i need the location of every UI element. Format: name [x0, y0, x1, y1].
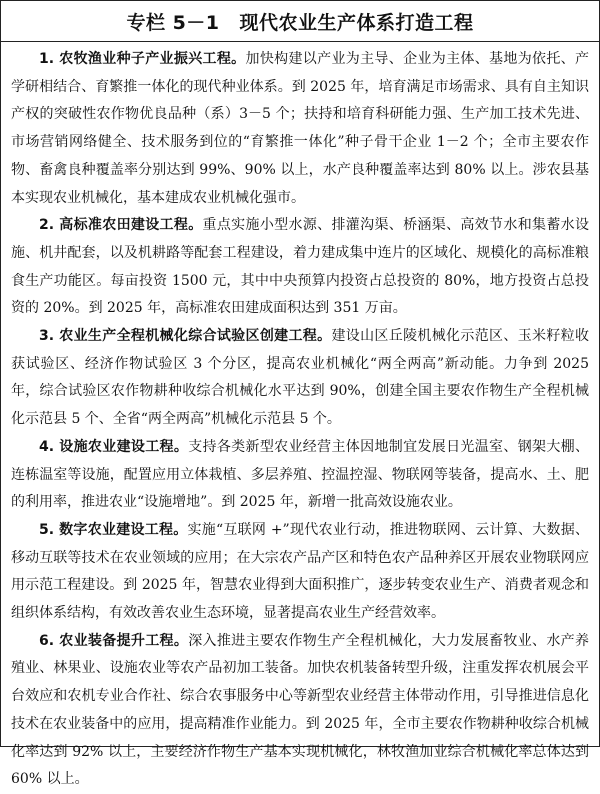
item-heading: 4. 设施农业建设工程。 — [39, 438, 189, 455]
item-digital-agriculture — [11, 517, 589, 628]
item-text: 重点实施小型水源、排灌沟渠、桥涵渠、高效节水和集蓄水设施、机井配套，以及机耕路等配套工程建设，着力建成集中连片的区域化、规模化的高标准粮食生产功能区。每亩投资 1500 元，其中中央预算内投资占总投资的 80%，地方投资占总投资的 20%。到 2025 年，高标准农田建成面积达到 351 万亩。 — [11, 217, 590, 317]
item-equipment-upgrade — [11, 628, 589, 794]
item-text: 支持各类新型农业经营主体因地制宜发展日光温室、钢架大棚、连栋温室等设施，配置应用立体栽植、多层养殖、控温控湿、物联网等装备，提高水、土、肥的利用率，推进农业“设施增地”。到 2025 年，新增一批高效设施农业。 — [11, 438, 590, 511]
item-text: 加快构建以产业为主导、企业为主体、基地为依托、产学研相结合、育繁推一体化的现代种业体系。到 2025 年，培育满足市场需求、具有自主知识产权的突破性农作物优良品种（系）3－5 个；扶持和培育科研能力强、生产加工技术先进、市场营销网络健全、技术服务到位的“育繁推一体化”种子骨干企业 1－2 个；全市主要农作物、畜禽良种覆盖率分别达到 99%、90% 以上，水产良种覆盖率达到 80% 以上。涉农县基本实现农业机械化，基本建成农业机械化强市。 — [11, 51, 589, 206]
box-title: 现代农业生产体系打造工程 — [239, 11, 474, 34]
item-mechanization-zone — [11, 323, 589, 434]
item-text: 建设山区丘陵机械化示范区、玉米籽粒收获试验区、经济作物试验区 3 个分区，提高农业机械化“两全两高”新动能。力争到 2025 年，综合试验区农作物耕种收综合机械化水平达到 90%，创建全国主要农作物生产全程机械化示范县 5 个、全省“两全两高”机械化示范县 5 个。 — [11, 328, 589, 428]
item-heading: 2. 高标准农田建设工程。 — [39, 217, 203, 234]
box-number: 专栏 5－1 — [126, 11, 220, 34]
item-heading: 3. 农业生产全程机械化综合试验区创建工程。 — [39, 328, 332, 345]
item-heading: 5. 数字农业建设工程。 — [39, 521, 188, 538]
item-farmland — [11, 212, 589, 323]
item-heading: 6. 农业装备提升工程。 — [39, 632, 189, 649]
item-seed-industry — [11, 46, 589, 212]
box-content — [1, 42, 599, 794]
item-text: 实施“互联网 +”现代农业行动，推进物联网、云计算、大数据、移动互联等技术在农业领域的应用；在大宗农产品产区和特色农产品种养区开展农业物联网应用示范工程建设。到 2025 年，智慧农业得到大面积推广，逐步转变农业生产、消费者观念和组织体系结构，有效改善农业生态环境，显著提高农业生产经营效率。 — [11, 521, 589, 622]
item-facility-agriculture — [11, 434, 589, 517]
item-heading: 1. 农牧渔业种子产业振兴工程。 — [39, 51, 246, 67]
item-text: 深入推进主要农作物生产全程机械化，大力发展畜牧业、水产养殖业、林果业、设施农业等农产品初加工装备。加快农机装备转型升级，注重发挥农机展会平台效应和农机专业合作社、综合农事服务中心等新型农业经营主体带动作用，引导推进信息化技术在农业装备中的应用，提高精准作业能力。到 2025 年，全市主要农作物耕种收综合机械化率达到 92% 以上，主要经济作物生产基本实现机械化，林牧渔加业综合机械化率总体达到 60% 以上。 — [11, 632, 590, 788]
box-header — [1, 1, 599, 42]
